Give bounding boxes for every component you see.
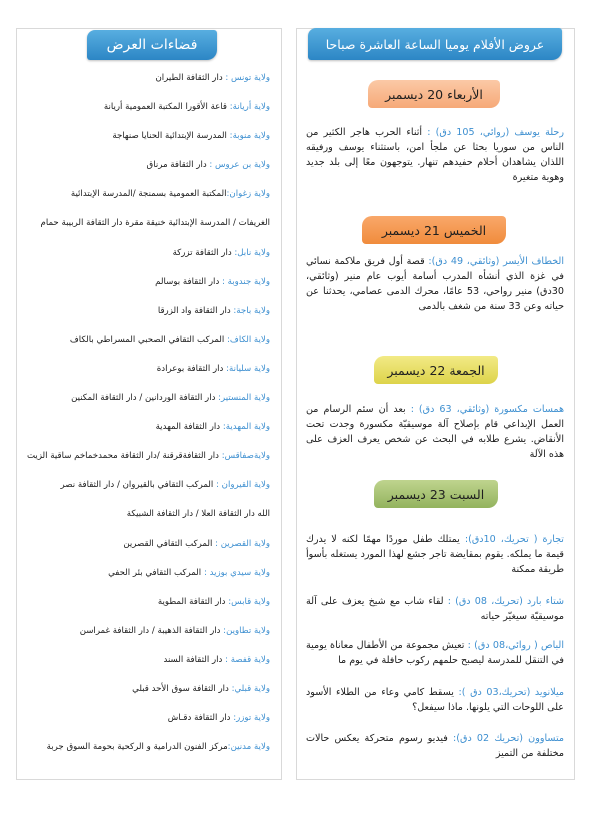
film-title: رحلة يوسف (روائي، 105 دق) : — [427, 127, 564, 138]
venue-place: دار الثقافة الذهيبة / دار الثقافة غمراسن — [79, 625, 224, 636]
film-description: لقاء شاب مع شيخ يعزف على آلة موسيقيّة سيغيّر حياته — [306, 596, 564, 622]
venues-list — [20, 64, 270, 762]
venue-place: دار الثقافة واد الزرقا — [157, 305, 234, 316]
venue-item — [20, 151, 270, 180]
venue-item — [20, 64, 270, 93]
venue-governorate: ولاية سيدي بوزيد : — [203, 567, 270, 578]
venue-item — [20, 326, 270, 355]
venue-governorate: ولاية القيروان : — [216, 480, 270, 491]
schedule-title: عروض الأفلام يوميا الساعة العاشرة صباحا — [325, 36, 545, 52]
venue-item — [20, 530, 270, 559]
venue-item — [20, 413, 270, 442]
film-description: فيديو رسوم متحركة يعكس حالات مختلفة من التميز — [306, 733, 564, 759]
venue-governorate: ولاية قفصة : — [225, 654, 270, 665]
venue-item — [20, 122, 270, 151]
venue-place: المكتبة العمومية بسمنجة /المدرسة الإبتدائية — [70, 189, 227, 200]
day-label-thursday — [362, 216, 506, 244]
film-description: تعيش مجموعة من الأطفال معاناة يومية في التنقل للمدرسة ليصبح حلمهم ركوب حافلة في يوم ما — [306, 640, 564, 666]
venue-governorate: ولاية زغوان: — [226, 189, 270, 200]
venue-governorate: ولاية المهدية: — [222, 422, 270, 433]
day-label-wednesday — [368, 80, 500, 108]
film-entry — [306, 125, 564, 185]
film-title: همسات مكسورة (وثائقي، 63 دق) : — [410, 404, 565, 415]
day-label-friday — [374, 356, 498, 384]
film-title: متساوون (تحريك 02 دق): — [453, 733, 564, 744]
venue-place: الله دار الثقافة العلا / دار الثقافة الشبيكة — [126, 509, 270, 520]
venue-item — [20, 180, 270, 209]
film-entry — [306, 731, 564, 761]
venue-place: مركز الفنون الدرامية و الركحية بحومة السوق جربة — [46, 742, 228, 753]
venue-place: دار الثقافة السند — [163, 654, 226, 665]
venue-governorate: ولاية منوبة: — [229, 131, 270, 142]
venue-item — [20, 268, 270, 297]
venue-place: المركب الثقافي بالقيروان / دار الثقافة نصر — [60, 480, 217, 491]
day-label-text: السبت 23 ديسمبر — [387, 486, 485, 502]
film-entry — [306, 532, 564, 577]
venue-governorate: ولاية قبلي: — [231, 683, 270, 694]
venue-governorate: ولاية بن عروس : — [209, 160, 270, 171]
film-entry — [306, 685, 564, 715]
film-description: يمتلك طفل موردًا مهمًا لكنه لا يدرك قيمة ما يملكه. يقوم بمقايضة تاجر جشع لهذا المورد يستغله بأسوأ طريقة ممكنة — [306, 534, 564, 575]
day-label-text: الخميس 21 ديسمبر — [381, 222, 487, 238]
film-title: الباص ( روائي،08 دق) : — [467, 640, 565, 651]
venue-place: قاعة الأقورا المكتبة العمومية أريانة — [103, 102, 230, 113]
film-title: شتاء بارد (تحريك، 08 دق) : — [447, 596, 564, 607]
film-entry — [306, 594, 564, 624]
venue-governorate: ولاية القصرين : — [215, 538, 270, 549]
venue-item — [20, 733, 270, 762]
venue-governorate: ولاية قابس: — [228, 596, 270, 607]
venue-governorate: ولاية سليانة: — [226, 363, 270, 374]
venue-place: دار الثقافة بوعرادة — [156, 363, 227, 374]
venue-item — [20, 704, 270, 733]
venue-governorate: ولاية مدنين: — [227, 742, 270, 753]
venue-item — [20, 559, 270, 588]
venue-place: المركب الثقافي الصحبي المسراطي بالكاف — [69, 334, 228, 345]
venue-governorate: ولاية تونس : — [225, 73, 270, 83]
venue-place: دار الثقافة مرناق — [146, 160, 210, 171]
venue-place: دار الثقافة بوسالم — [155, 276, 223, 287]
film-description: أثناء الحرب هاجر الكثير من الناس من سوريا بحثا عن ملجأ امن، باستثناء يوسف ورفيقه اللذان يشاهدان أحلام حفيدهم تنهار. يتوجهون معًا إلى بلد جديد وهوية متغيرة — [306, 127, 564, 183]
venue-item — [20, 675, 270, 704]
venue-item — [20, 442, 270, 471]
schedule-title-banner — [308, 28, 562, 60]
film-title: تجارة ( تحريك، 10دق): — [464, 534, 564, 545]
venues-title-banner — [87, 30, 217, 60]
film-description: قصة أول فريق ملاكمة نسائي في غزة الذي أنشأه المدرب أسامة أيوب عام منير (وثائقي، 30دق) منير رواحي، 53 عامًا، محرك الدمى عصامي، يحدثنا عن حياته وعن 33 سنة من شغف بالدمى — [306, 256, 564, 312]
venue-item — [20, 239, 270, 268]
venue-governorate: ولاية باجة: — [233, 305, 270, 316]
venue-governorate: ولاية جندوبة : — [222, 276, 270, 287]
venue-item — [20, 500, 270, 529]
venue-place: دار الثقافة الطيران — [155, 73, 226, 83]
venue-place: المركب الثقافي القصرين — [123, 538, 216, 549]
venue-governorate: ولاية أريانة: — [229, 102, 270, 113]
day-label-saturday — [374, 480, 498, 508]
venue-item — [20, 588, 270, 617]
venue-item — [20, 471, 270, 500]
venue-item — [20, 355, 270, 384]
film-description: يسقط كامي وعاء من الطلاء الأسود على اللوحات التي يلونها. ماذا سيفعل؟ — [306, 687, 564, 713]
day-label-text: الأربعاء 20 ديسمبر — [385, 86, 483, 102]
venue-place: دار الثقافةقرقنة /دار الثقافة محمدخماخم ساقية الزيت — [26, 451, 222, 462]
film-entry — [306, 638, 564, 668]
venue-place: المدرسة الإبتدائية الحنايا صنهاجة — [112, 131, 230, 142]
venues-title: فضاءات العرض — [106, 37, 198, 53]
venue-place: دار الثقافة دقـاش — [167, 713, 234, 724]
venue-place: المركب الثقافي بئر الحفي — [108, 567, 204, 578]
venue-item — [20, 209, 270, 238]
venue-governorate: ولاية توزر: — [233, 713, 270, 724]
venue-governorate: ولاية نابل: — [234, 247, 270, 258]
film-title: ميلانويد (تحريك،03 دق ): — [458, 687, 564, 698]
venue-item — [20, 297, 270, 326]
venue-place: دار الثقافة سوق الأحد قبلي — [132, 683, 232, 694]
venue-item — [20, 617, 270, 646]
venue-place: دار الثقافة الوردانين / دار الثقافة المكنين — [71, 393, 219, 404]
film-description: بعد أن سئم الرسام من العمل الإبداعي قام بإصلاح آلة موسيقيّة مكسورة وجدت تحت الأنقاض. يشرع طلابه في البحث عن شخص يعرف العزف على هذه الآلة — [306, 404, 564, 460]
venue-governorate: ولاية تطاوين: — [223, 625, 270, 636]
venue-place: دار الثقافة تزركة — [172, 247, 235, 258]
venue-item — [20, 646, 270, 675]
film-title: الخطاف الأيسر (وثائقي، 49 دق): — [428, 256, 564, 267]
venue-governorate: ولايةصفاقس: — [221, 451, 270, 462]
venue-governorate: ولاية الكاف: — [227, 334, 270, 345]
venue-place: دار الثقافة المهدية — [155, 422, 223, 433]
venue-place: الغريفات / المدرسة الإبتدائية خنيقة مقرة دار الثقافة الربيبة حمام — [40, 218, 270, 229]
film-entry — [306, 402, 564, 462]
day-label-text: الجمعة 22 ديسمبر — [387, 362, 485, 378]
venue-item — [20, 93, 270, 122]
film-entry — [306, 254, 564, 314]
venue-governorate: ولاية المنستير: — [218, 393, 270, 404]
venue-item — [20, 384, 270, 413]
venue-place: دار الثقافة المطوية — [157, 596, 229, 607]
